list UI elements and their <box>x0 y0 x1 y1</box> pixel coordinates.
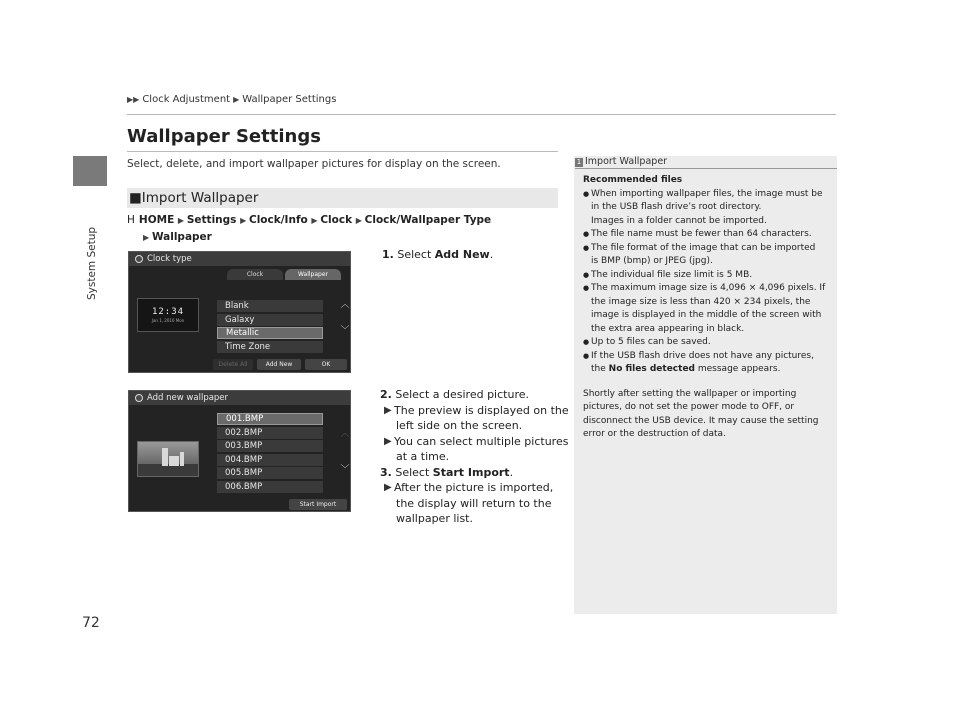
nav-clock-wallpaper-type: Clock/Wallpaper Type <box>364 214 492 226</box>
header-divider <box>127 114 836 115</box>
nav-arrow-icon: ▶ <box>177 216 187 225</box>
list-item[interactable]: 001.BMP <box>217 413 323 425</box>
page-title: Wallpaper Settings <box>127 126 321 147</box>
nav-arrow-icon: ▶ <box>240 216 249 225</box>
ok-button[interactable]: OK <box>305 359 347 370</box>
screen-tabs <box>227 269 341 280</box>
list-item[interactable]: 003.BMP <box>217 440 323 452</box>
step-1: 1. Select Add New. <box>382 248 494 261</box>
list-item[interactable]: 004.BMP <box>217 454 323 466</box>
wallpaper-preview-image <box>137 441 199 477</box>
list-item: ● The maximum image size is 4,096 × 4,096 pixels. If the image size is less than 420 × 234 pixels, the image is displayed in the middle of the screen with the extra area appearing in black. <box>583 282 831 336</box>
chevron-down-icon[interactable]: ﹀ <box>340 465 350 475</box>
step-2-3: 2. Select a desired picture. ▶ The preview is displayed on the left side on the screen. ▶ You can select multiple pictures at a time. 3. Select Start Import. ▶ After the picture is imported, the display will return to the wallpaper list. <box>380 388 569 525</box>
result-arrow-icon: ▶ <box>384 404 392 416</box>
nav-clock-info: Clock/Info <box>249 214 308 226</box>
nav-wallpaper: Wallpaper <box>151 231 212 243</box>
start-import-button[interactable]: Start Import <box>289 499 347 510</box>
title-divider <box>127 151 558 152</box>
breadcrumb-arrow-icon: ▶▶ <box>127 95 140 104</box>
nav-settings: Settings <box>186 214 237 226</box>
breadcrumb <box>127 94 336 105</box>
note-divider <box>575 168 837 169</box>
section-heading: ■Import Wallpaper <box>127 188 558 208</box>
list-item[interactable]: 002.BMP <box>217 427 323 439</box>
result-arrow-icon: ▶ <box>384 482 392 493</box>
chapter-tab <box>73 156 107 186</box>
breadcrumb-item-1: Clock Adjustment <box>142 94 231 105</box>
list-item: ● If the USB flash drive does not have any pictures, the No files detected message appears. <box>583 350 831 377</box>
chevron-up-icon[interactable]: ︿ <box>340 429 350 439</box>
intro-text: Select, delete, and import wallpaper pictures for display on the screen. <box>127 158 501 170</box>
chevron-down-icon[interactable]: ﹀ <box>340 326 350 336</box>
breadcrumb-arrow-icon: ▶ <box>233 95 240 104</box>
list-item[interactable]: Metallic <box>217 327 323 339</box>
nav-arrow-icon: ▶ <box>355 216 365 225</box>
nav-arrow-icon: ▶ <box>311 216 321 225</box>
clock-preview: 12:34 Jan 1, 2016 Mon <box>137 298 199 332</box>
nav-clock: Clock <box>320 214 353 226</box>
list-item: ● The file name must be fewer than 64 characters. <box>583 228 831 242</box>
page-number: 72 <box>82 615 100 631</box>
screen-header: Add new wallpaper <box>129 391 350 405</box>
note-content: Recommended files ● When importing wallpaper files, the image must be in the USB flash drive’s root directory. Images in a folder cannot be imported. ● The file name must be fewer than 64 characters. ● The file format of the image that can be imported is BMP (bmp) or JPEG (jpg). ● The individual file size limit is 5 MB. ● The maximum image size is 4,096 × 4,096 pixels. If the image size is less than 420 × 234 pixels, the image is displayed in the middle of the screen with the extra area appearing in black. ● Up to 5 files can be saved. ● If the USB flash drive does not have any pictures, the No files detected message appears. Shortly after setting the wallpaper or importing pictures, do not set the power mode to OFF, or disconnect the USB device. It may cause the setting error or the destruction of data. <box>583 174 831 442</box>
back-icon[interactable] <box>135 255 143 263</box>
screen-header: Clock type <box>129 252 350 266</box>
note-heading: 1 Import Wallpaper <box>576 156 668 167</box>
list-item[interactable]: Blank <box>217 300 323 312</box>
chevron-up-icon[interactable]: ︿ <box>340 300 350 310</box>
list-item[interactable]: 005.BMP <box>217 467 323 479</box>
nav-home: HOME <box>138 214 175 226</box>
list-item: ● The individual file size limit is 5 MB. <box>583 269 831 283</box>
tab-clock[interactable]: Clock <box>227 269 283 280</box>
result-arrow-icon: ▶ <box>384 435 392 447</box>
add-new-button[interactable]: Add New <box>257 359 301 370</box>
delete-all-button[interactable]: Delete All <box>213 359 253 370</box>
list-item[interactable]: 006.BMP <box>217 481 323 493</box>
wallpaper-list <box>217 300 323 354</box>
file-list <box>217 413 323 494</box>
list-item[interactable]: Time Zone <box>217 341 323 353</box>
chapter-label: System Setup <box>86 226 98 300</box>
back-icon[interactable] <box>135 394 143 402</box>
add-wallpaper-screen <box>128 390 351 512</box>
nav-arrow-icon: ▶ <box>143 233 152 242</box>
breadcrumb-item-2: Wallpaper Settings <box>242 94 337 105</box>
clock-type-screen <box>128 251 351 373</box>
list-item: ● Up to 5 files can be saved. <box>583 336 831 350</box>
list-item: ● The file format of the image that can be imported is BMP (bmp) or JPEG (jpg). <box>583 242 831 269</box>
list-item[interactable]: Galaxy <box>217 314 323 326</box>
home-pin-icon: H <box>127 214 135 226</box>
navigation-path <box>127 212 491 246</box>
tab-wallpaper[interactable]: Wallpaper <box>285 269 341 280</box>
list-item: ● When importing wallpaper files, the image must be in the USB flash drive’s root directory. Images in a folder cannot be imported. <box>583 188 831 229</box>
warning-paragraph: Shortly after setting the wallpaper or importing pictures, do not set the power mode to OFF, or disconnect the USB device. It may cause the setting error or the destruction of data. <box>583 388 819 439</box>
